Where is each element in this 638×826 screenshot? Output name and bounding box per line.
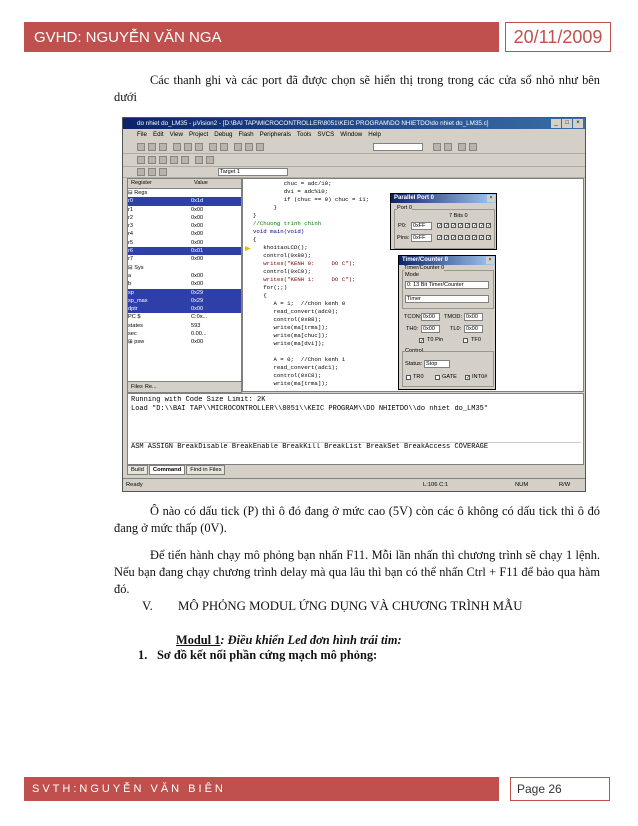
- status-value: Stop: [424, 360, 450, 368]
- register-row[interactable]: [128, 338, 241, 346]
- status-ready: Ready: [126, 482, 143, 488]
- p0-label: P0:: [398, 223, 407, 229]
- screenshot-titlebar: [123, 118, 585, 129]
- register-col-header: Register: [131, 180, 152, 186]
- register-row[interactable]: [128, 289, 241, 297]
- register-name: b: [128, 281, 132, 288]
- register-row[interactable]: [128, 322, 241, 330]
- reset-icon[interactable]: [181, 156, 189, 164]
- code-line: [253, 348, 369, 356]
- intro-paragraph: Các thanh ghi và các port đã được chọn sẽ hiển thị trong trong các cửa sổ nhỏ như bên dưới: [114, 73, 600, 104]
- register-name: ⊟ Regs: [128, 190, 148, 196]
- menu-edit[interactable]: Edit: [152, 131, 164, 138]
- register-row[interactable]: [128, 214, 241, 222]
- control-label: Control: [405, 348, 424, 354]
- timer-close-icon[interactable]: ×: [486, 257, 494, 264]
- section-title: MÔ PHỎNG MODUL ỨNG DỤNG VÀ CHƯƠNG TRÌNH MẪU: [178, 599, 523, 613]
- register-name: r0: [128, 198, 133, 205]
- register-name: r6: [128, 248, 133, 255]
- output-line: Load "D:\\BAI TAP\\MICROCONTROLLER\\8051\\KEIC PROGRAM\\DO NHIETDO\\do nhiet do_LM35": [131, 405, 489, 413]
- register-row[interactable]: [128, 330, 241, 338]
- register-value: 0x1d: [191, 198, 204, 205]
- command-tab[interactable]: Command: [149, 465, 185, 475]
- bit-checkbox[interactable]: ✓: [438, 235, 443, 241]
- cut-icon[interactable]: [173, 143, 181, 151]
- save-icon[interactable]: [159, 143, 167, 151]
- code-line: control(0xC8);: [253, 372, 322, 379]
- menu-window[interactable]: Window: [340, 131, 363, 138]
- bits-label: 7 Bits 0: [449, 213, 468, 219]
- parallel-port-title: Parallel Port 0: [391, 194, 496, 203]
- bit-checkbox[interactable]: ✓: [480, 235, 485, 241]
- menu-peripherals[interactable]: Peripherals: [259, 131, 291, 138]
- gate-checkbox[interactable]: [435, 375, 440, 380]
- parallel-port-window[interactable]: [390, 193, 497, 250]
- section-number: V.: [142, 599, 153, 613]
- code-line: A = 0; //Chon kenh 1: [253, 356, 346, 363]
- code-line: {: [253, 236, 257, 243]
- register-name: r2: [128, 214, 133, 221]
- tcon-label: TCON:: [404, 314, 422, 320]
- register-row[interactable]: [128, 189, 241, 197]
- code-line: control(0x88);: [253, 316, 322, 323]
- menu-tools[interactable]: Tools: [296, 131, 312, 138]
- timer-group-label: Timer/Counter 0: [404, 265, 445, 271]
- register-name: r3: [128, 223, 133, 230]
- gate-label: GATE: [442, 374, 457, 380]
- tf0-checkbox[interactable]: [463, 338, 468, 343]
- register-value: 0x00: [191, 231, 204, 238]
- code-line: A = 1; //chon kenh 0: [253, 300, 346, 307]
- register-row[interactable]: [128, 197, 241, 205]
- module-title: : Điều khiển Led đơn hình trái tim:: [220, 633, 402, 647]
- module-label: Modul 1: [176, 633, 221, 647]
- t0pin-checkbox[interactable]: ✓: [420, 338, 425, 344]
- code-line: for(;;): [253, 284, 288, 291]
- status-bar: [123, 478, 585, 491]
- paragraph-simulation: Để tiến hành chạy mô phỏng bạn nhấn F11. Mỗi lần nhấn thì chương trình sẽ chạy 1 lệnh. Nếu bạn đang chạy chương trình delay mà qua lâu thì bạn có thể nhấn Ctrl + F11 để bảo qua hàm đó.: [114, 548, 600, 596]
- register-value: 0x00: [191, 272, 204, 279]
- t0pin-label: T0 Pin: [427, 337, 444, 343]
- register-list: [128, 189, 241, 347]
- keil-screenshot: [122, 117, 586, 492]
- bit-checkbox[interactable]: ✓: [480, 223, 485, 229]
- bit-checkbox[interactable]: ✓: [445, 223, 450, 229]
- tl0-input[interactable]: 0x00: [464, 325, 483, 333]
- int0-checkbox[interactable]: ✓: [466, 375, 471, 381]
- toolbar-1: [123, 141, 585, 154]
- register-row[interactable]: [128, 222, 241, 230]
- footer-page: Page 26: [510, 777, 610, 801]
- toolbar-3: [123, 167, 585, 178]
- register-value: 0.00...: [191, 331, 207, 338]
- find-icon[interactable]: [256, 143, 264, 151]
- tr0-label: TR0: [413, 374, 424, 380]
- bookmark-icon[interactable]: [245, 143, 253, 151]
- register-value: 0x00: [191, 214, 204, 221]
- register-value: [188, 264, 231, 272]
- debug-icon[interactable]: [444, 143, 452, 151]
- step-out-icon[interactable]: [170, 156, 178, 164]
- register-name: r4: [128, 231, 133, 238]
- settings-icon[interactable]: [458, 143, 466, 151]
- register-name: ⊟ Sys: [128, 264, 144, 271]
- register-row[interactable]: [128, 230, 241, 238]
- run-icon[interactable]: [137, 156, 145, 164]
- code-line: khoitaoLCD();: [253, 244, 308, 251]
- translate-icon[interactable]: [159, 168, 167, 176]
- bit-checkbox[interactable]: ✓: [452, 223, 457, 229]
- find-in-files-tab[interactable]: Find in Files: [186, 465, 225, 475]
- bit-checkbox[interactable]: ✓: [473, 235, 478, 241]
- register-value: 0x00: [191, 223, 204, 230]
- register-value: [188, 189, 231, 197]
- register-value: C:0x...: [191, 314, 208, 321]
- code-line: if (chuc == 0) chuc = 11;: [253, 196, 370, 203]
- footer-student: SVTH:NGUYỄN VĂN BIÊN: [24, 777, 499, 801]
- status-position: L:106 C:1: [423, 482, 449, 488]
- tmod-label: TMOD:: [444, 314, 463, 320]
- menu-file[interactable]: File: [137, 131, 147, 138]
- int0-label: INT0#: [472, 374, 488, 380]
- code-line: control(0x80);: [253, 252, 312, 259]
- register-row[interactable]: [128, 272, 241, 280]
- code-line: write(ma[dvi]);: [253, 340, 325, 347]
- register-name: r5: [128, 239, 133, 246]
- code-line: {: [253, 292, 267, 299]
- build-icon[interactable]: [137, 168, 145, 176]
- register-name: dptr: [128, 306, 138, 313]
- register-value: 0x29: [191, 289, 204, 296]
- register-row[interactable]: [128, 239, 241, 247]
- register-row[interactable]: [128, 264, 241, 272]
- code-line: chuc = adc/10;: [253, 180, 332, 187]
- bit-checkbox[interactable]: ✓: [445, 235, 450, 241]
- status-num: NUM: [515, 482, 529, 488]
- pins-label: Pins:: [397, 235, 410, 241]
- timer-title: Timer/Counter 0: [399, 256, 495, 265]
- parallel-close-icon[interactable]: ×: [487, 195, 495, 202]
- mode-label: Mode: [405, 272, 419, 278]
- new-file-icon[interactable]: [137, 143, 145, 151]
- bit-checkbox[interactable]: ✓: [487, 235, 492, 241]
- code-line: read_convert(adc1);: [253, 364, 339, 371]
- register-name: sec: [128, 331, 137, 338]
- register-name: ⊞ psw: [128, 339, 145, 346]
- output-tabs: [127, 465, 225, 475]
- regs-tab[interactable]: Re...: [144, 384, 157, 390]
- bit-checkbox[interactable]: ✓: [487, 223, 492, 229]
- output-window[interactable]: [127, 393, 584, 465]
- output-line: Running with Code Size Limit: 2K: [131, 396, 266, 404]
- find-combo[interactable]: [373, 143, 423, 151]
- bit-checkbox[interactable]: ✓: [452, 235, 457, 241]
- register-name: sp_max: [128, 297, 148, 304]
- mode-select[interactable]: 0: 13 Bit Timer/Counter: [405, 281, 489, 289]
- port0-group-label: Port 0: [397, 205, 412, 211]
- status-label: Status:: [405, 361, 423, 367]
- bit-checkbox[interactable]: ✓: [459, 235, 464, 241]
- bit-checkbox[interactable]: ✓: [459, 223, 464, 229]
- rebuild-icon[interactable]: [148, 168, 156, 176]
- code-line: read_convert(adc0);: [253, 308, 339, 315]
- timer-type-select[interactable]: Timer: [405, 295, 489, 303]
- bit-checkbox[interactable]: ✓: [466, 223, 471, 229]
- register-name: r7: [128, 256, 133, 263]
- code-line: writes("KENH 0: DO C");: [253, 260, 356, 267]
- minimize-icon[interactable]: _: [551, 119, 561, 128]
- tf0-label: TF0: [471, 337, 481, 343]
- value-col-header: Value: [194, 180, 208, 186]
- redo-icon[interactable]: [220, 143, 228, 151]
- tl0-label: TL0:: [450, 326, 462, 332]
- code-line: write(ma[trma]);: [253, 380, 329, 387]
- maximize-icon[interactable]: □: [562, 119, 572, 128]
- menu-project[interactable]: Project: [188, 131, 209, 138]
- register-name: sp: [128, 289, 134, 296]
- toolbar-2: [123, 154, 585, 167]
- control-group: [402, 351, 494, 387]
- code-line: }: [253, 204, 277, 211]
- command-line[interactable]: ASM ASSIGN BreakDisable BreakEnable BreakKill BreakList BreakSet BreakAccess COVERAGE: [131, 442, 581, 452]
- close-icon[interactable]: ×: [573, 119, 583, 128]
- menu-flash[interactable]: Flash: [238, 131, 254, 138]
- th0-input[interactable]: 0x00: [421, 325, 440, 333]
- code-line: write(ma[chuc]);: [253, 332, 329, 339]
- bit-checkbox[interactable]: ✓: [466, 235, 471, 241]
- step-over-icon[interactable]: [159, 156, 167, 164]
- tcon-input[interactable]: 0x00: [421, 313, 440, 321]
- code-line: void main(void): [253, 228, 305, 235]
- register-row[interactable]: [128, 280, 241, 288]
- menu-debug[interactable]: Debug: [214, 131, 233, 138]
- copy-icon[interactable]: [184, 143, 192, 151]
- register-value: 0x00: [191, 239, 204, 246]
- register-row[interactable]: [128, 305, 241, 313]
- code-lines: [253, 180, 369, 388]
- memory-icon[interactable]: [195, 156, 203, 164]
- menu-view[interactable]: View: [169, 131, 183, 138]
- code-line: dvi = adc%10;: [253, 188, 329, 195]
- menu-help[interactable]: Help: [368, 131, 381, 138]
- register-value: 0x29: [191, 297, 204, 304]
- files-tab[interactable]: Files: [131, 384, 143, 390]
- open-file-icon[interactable]: [148, 143, 156, 151]
- code-line: //Chuong trinh chinh: [253, 220, 322, 227]
- target-select[interactable]: Target 1: [218, 168, 288, 176]
- print-icon[interactable]: [433, 143, 441, 151]
- port0-group: [394, 209, 495, 249]
- undo-icon[interactable]: [209, 143, 217, 151]
- register-value: 0x00: [191, 306, 204, 313]
- tr0-checkbox[interactable]: [406, 375, 411, 380]
- register-value: 0x01: [191, 248, 204, 255]
- indent-icon[interactable]: [234, 143, 242, 151]
- p0-input[interactable]: 0xFF: [411, 222, 432, 230]
- tmod-input[interactable]: 0x00: [464, 313, 483, 321]
- th0-label: TH0:: [406, 326, 419, 332]
- code-line: control(0xC0);: [253, 268, 312, 275]
- register-name: PC $: [128, 314, 141, 321]
- item-number: 1.: [138, 648, 148, 662]
- bit-checkbox[interactable]: ✓: [438, 223, 443, 229]
- register-row[interactable]: [128, 247, 241, 255]
- menu-bar: [123, 129, 585, 140]
- register-row[interactable]: [128, 297, 241, 305]
- watch-icon[interactable]: [206, 156, 214, 164]
- paste-icon[interactable]: [195, 143, 203, 151]
- code-line: }: [253, 212, 257, 219]
- register-value: 0x00: [191, 339, 204, 346]
- register-name: r1: [128, 206, 133, 213]
- current-line-arrow-icon: [245, 246, 251, 251]
- item-text: Sơ đồ kết nối phần cứng mạch mô phỏng:: [157, 648, 378, 662]
- register-panel: [127, 178, 242, 393]
- paragraph-tick: Ô nào có dấu tick (P) thì ô đó đang ở mức cao (5V) còn các ô không có dấu tick thì ô đó đang ở mức thấp (0V).: [114, 504, 600, 535]
- build-tab[interactable]: Build: [127, 465, 148, 475]
- screenshot-title: do nhiet do_LM35 - µVision2 - [D:\BAI TAP\MICROCONTROLLER\8051\KEIC PROGRAM\DO NHIETDO\do nhiet do_LM35.c]: [137, 120, 489, 127]
- menu-svcs[interactable]: SVCS: [317, 131, 335, 138]
- status-rw: R/W: [559, 482, 571, 488]
- bit-checkbox[interactable]: ✓: [473, 223, 478, 229]
- register-name: states: [128, 322, 143, 329]
- header-author: GVHD: NGUYỄN VĂN NGA: [24, 22, 499, 52]
- register-value: 0x00: [191, 281, 204, 288]
- register-row[interactable]: [128, 206, 241, 214]
- code-line: writes("KENH 1: DO C");: [253, 276, 356, 283]
- timer-counter-window[interactable]: [398, 255, 496, 390]
- header-date: 20/11/2009: [505, 22, 611, 52]
- window-icon[interactable]: [469, 143, 477, 151]
- step-icon[interactable]: [148, 156, 156, 164]
- register-row[interactable]: [128, 313, 241, 321]
- register-name: a: [128, 272, 132, 279]
- register-value: 0x00: [191, 256, 204, 263]
- register-row[interactable]: [128, 255, 241, 263]
- code-line: write(ma[trma]);: [253, 324, 329, 331]
- pins-input[interactable]: 0xFF: [411, 234, 432, 242]
- register-value: 0x00: [191, 206, 204, 213]
- register-value: 593: [191, 322, 201, 329]
